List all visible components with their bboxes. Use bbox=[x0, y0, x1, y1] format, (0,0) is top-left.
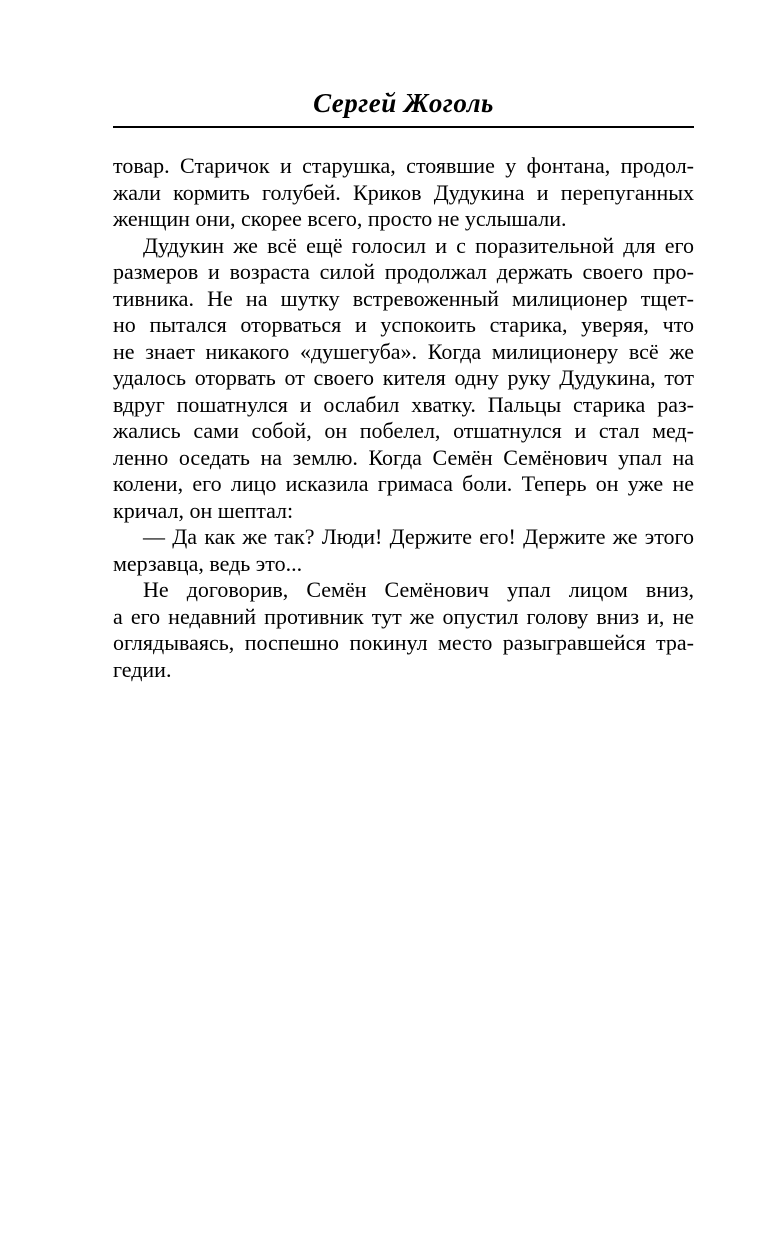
text-line: колени, его лицо исказила гримаса боли. Теперь он уже не bbox=[113, 471, 694, 496]
text-line: вдруг пошатнулся и ослабил хватку. Пальцы старика раз- bbox=[113, 391, 694, 417]
text-line: женщин они, скорее всего, просто не услышали. bbox=[113, 206, 567, 231]
text-line: жали кормить голубей. Криков Дудукина и перепуганных bbox=[113, 179, 694, 205]
text-line: не знает никакого «душегуба». Когда милиционеру всё же bbox=[113, 338, 694, 364]
text-line: — Да как же так? Люди! Держите его! Держите же этого bbox=[143, 524, 694, 549]
text-line: товар. Старичок и старушка, стоявшие у фонтана, продол- bbox=[113, 153, 694, 178]
author-name: Сергей Жоголь bbox=[313, 88, 494, 118]
header-rule bbox=[113, 126, 694, 128]
text-line: кричал, он шептал: bbox=[113, 497, 294, 523]
text-line: оглядываясь, поспешно покинул место разыгравшейся тра- bbox=[113, 630, 694, 655]
text-line: ленно оседать на землю. Когда Семён Семёнович упал на bbox=[113, 444, 694, 470]
text-line: гедии. bbox=[113, 656, 172, 682]
text-line: Не договорив, Семён Семёнович упал лицом вниз, bbox=[143, 577, 694, 602]
text-line: размеров и возраста силой продолжал держать своего про- bbox=[113, 259, 694, 284]
text-line: а его недавний противник тут же опустил голову вниз и, не bbox=[113, 603, 694, 629]
text-line: тивника. Не на шутку встревоженный милиционер тщет- bbox=[113, 285, 694, 311]
text-line: удалось оторвать от своего кителя одну руку Дудукина, тот bbox=[113, 365, 694, 390]
text-line: но пытался оторваться и успокоить старика, уверяя, что bbox=[113, 312, 694, 337]
text-line: Дудукин же всё ещё голосил и с поразительной для его bbox=[143, 232, 694, 258]
page-header bbox=[113, 88, 694, 128]
page-text bbox=[113, 153, 694, 683]
text-line: жались сами собой, он побелел, отшатнулся и стал мед- bbox=[113, 418, 694, 443]
text-line: мерзавца, ведь это... bbox=[113, 550, 303, 576]
